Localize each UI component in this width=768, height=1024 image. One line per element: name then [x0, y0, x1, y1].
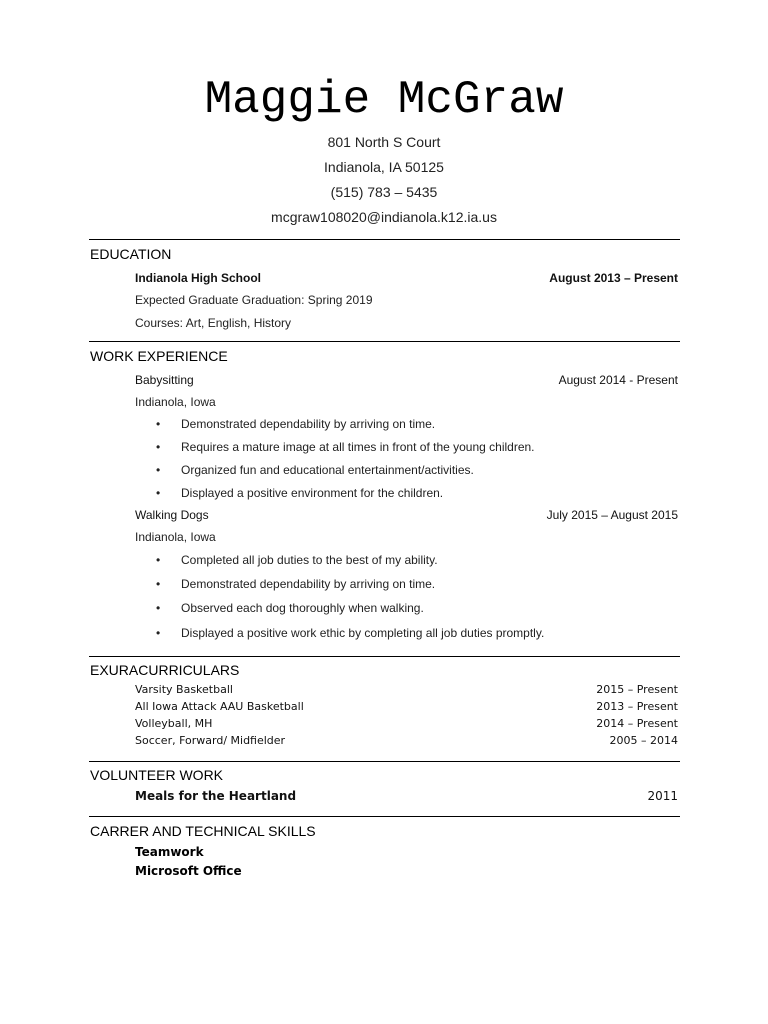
activity-dates: 2013 – Present	[596, 700, 678, 713]
school-name: Indianola High School	[135, 271, 261, 285]
bullet-text: Completed all job duties to the best of my ability.	[181, 553, 438, 567]
education-school-row	[135, 269, 678, 287]
activity-dates: 2015 – Present	[596, 683, 678, 696]
education-courses: Courses: Art, English, History	[135, 316, 292, 330]
activity-name: Varsity Basketball	[135, 683, 233, 696]
bullet-text: Requires a mature image at all times in front of the young children.	[181, 440, 535, 454]
bullet-text: Demonstrated dependability by arriving on time.	[181, 577, 436, 591]
activity-name: Volleyball, MH	[135, 717, 213, 730]
divider-volunteer	[89, 761, 680, 762]
section-heading-work: WORK EXPERIENCE	[90, 348, 228, 364]
resume-name: Maggie McGraw	[204, 74, 564, 126]
volunteer-row	[135, 787, 678, 805]
address-line-2: Indianola, IA 50125	[324, 159, 444, 175]
bullet-glyph: •	[156, 463, 161, 477]
bullet-glyph: •	[156, 577, 161, 591]
activity-dates: 2014 – Present	[596, 717, 678, 730]
job-dates: August 2014 - Present	[558, 373, 678, 387]
activity-name: All Iowa Attack AAU Basketball	[135, 700, 304, 713]
volunteer-name: Meals for the Heartland	[135, 789, 297, 803]
skill-item: Microsoft Office	[135, 864, 242, 878]
extracurricular-row	[135, 715, 678, 732]
section-heading-skills: CARRER AND TECHNICAL SKILLS	[90, 823, 316, 839]
section-heading-extracurriculars: EXURACURRICULARS	[90, 662, 240, 678]
bullet-text: Observed each dog thoroughly when walking.	[181, 601, 424, 615]
activity-dates: 2005 – 2014	[609, 734, 678, 747]
job-location: Indianola, Iowa	[135, 530, 216, 544]
school-dates: August 2013 – Present	[549, 271, 678, 285]
section-heading-education: EDUCATION	[90, 246, 172, 262]
job-title: Babysitting	[135, 373, 194, 387]
divider-skills	[89, 816, 680, 817]
divider-extracurriculars	[89, 656, 680, 657]
volunteer-year: 2011	[647, 789, 678, 803]
bullet-text: Displayed a positive work ethic by completing all job duties promptly.	[181, 626, 545, 640]
bullet-text: Displayed a positive environment for the children.	[181, 486, 444, 500]
bullet-text: Demonstrated dependability by arriving on time.	[181, 417, 436, 431]
bullet-glyph: •	[156, 601, 161, 615]
bullet-glyph: •	[156, 440, 161, 454]
bullet-text: Organized fun and educational entertainment/activities.	[181, 463, 474, 477]
job-title: Walking Dogs	[135, 508, 209, 522]
extracurricular-row	[135, 698, 678, 715]
bullet-glyph: •	[156, 626, 161, 640]
job-row-walking-dogs	[135, 506, 678, 524]
address-line-1: 801 North S Court	[327, 134, 441, 150]
extracurricular-row	[135, 681, 678, 698]
divider-education	[89, 239, 680, 240]
job-dates: July 2015 – August 2015	[546, 508, 678, 522]
phone-number: (515) 783 – 5435	[330, 184, 438, 200]
bullet-glyph: •	[156, 417, 161, 431]
job-row-babysitting	[135, 371, 678, 389]
email-address: mcgraw108020@indianola.k12.ia.us	[271, 209, 497, 225]
bullet-glyph: •	[156, 553, 161, 567]
section-heading-volunteer: VOLUNTEER WORK	[90, 767, 224, 783]
skill-item: Teamwork	[135, 845, 204, 859]
bullet-glyph: •	[156, 486, 161, 500]
job-location: Indianola, Iowa	[135, 395, 216, 409]
activity-name: Soccer, Forward/ Midfielder	[135, 734, 286, 747]
education-detail: Expected Graduate Graduation: Spring 2019	[135, 293, 373, 307]
extracurricular-row	[135, 732, 678, 749]
divider-work	[89, 341, 680, 342]
